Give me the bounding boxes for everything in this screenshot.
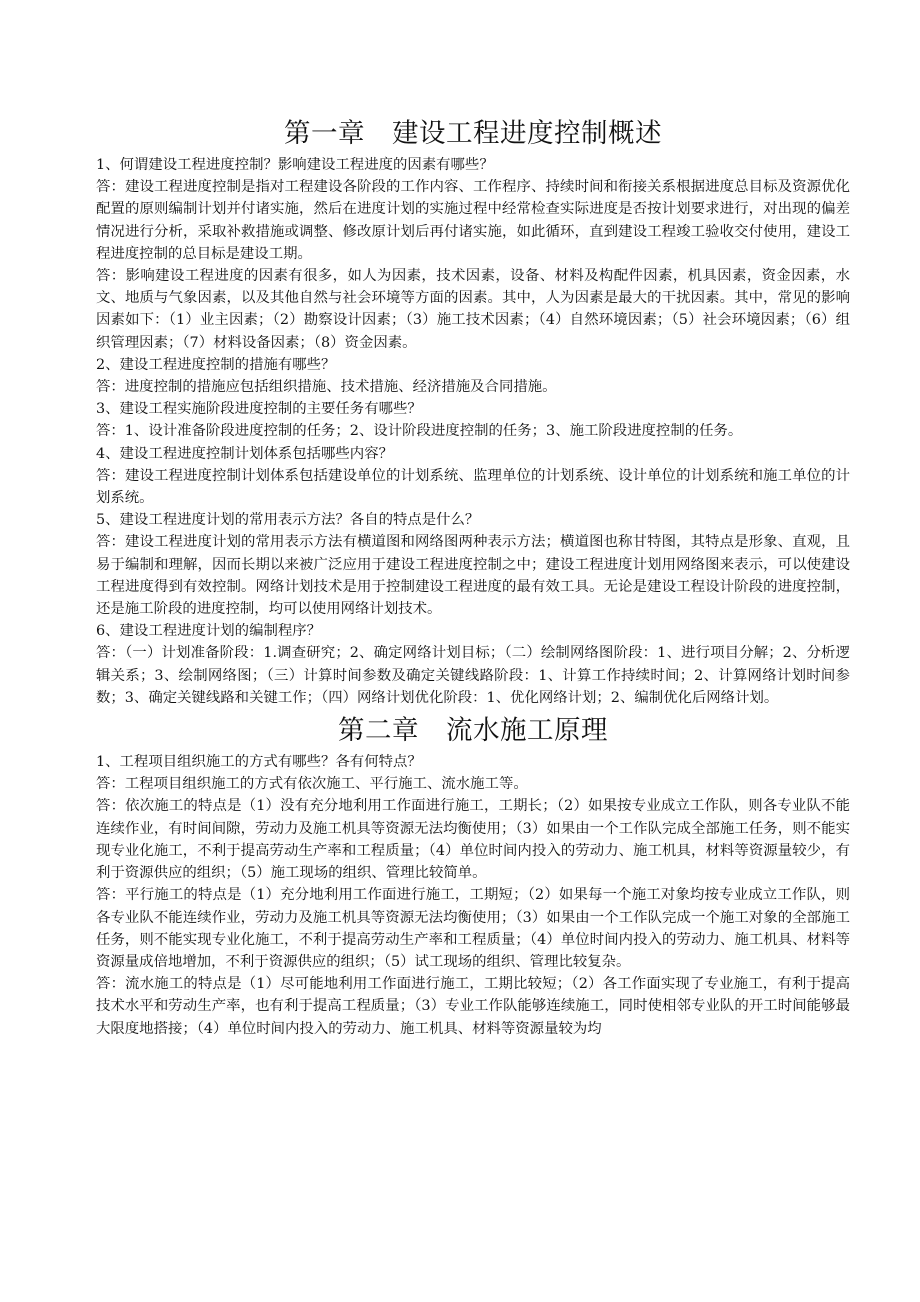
ch2-answer-sequential: 答：依次施工的特点是（1）没有充分地利用工作面进行施工，工期长；（2）如果按专业成立工作队，则各专业队不能连续作业，有时间间隙，劳动力及施工机具等资源无法均衡使用；（3）如果由一个工作队完成全部施工任务，则不能实现专业化施工，不利于提高劳动生产率和工程质量；（4）单位时间内投入的劳动力、施工机具，材料等资源量较少，有利于资源供应的组织；（5）施工现场的组织、管理比较简单。 [96, 798, 850, 882]
chapter-1-body [96, 154, 850, 709]
answer-5: 答：建设工程进度计划的常用表示方法有横道图和网络图两种表示方法；横道图也称甘特图，其特点是形象、直观，且易于编制和理解，因而长期以来被广泛应用于建设工程进度控制之中；建设工程进度计划用网络图来表示，可以使建设工程进度得到有效控制。网络计划技术是用于控制建设工程进度的最有效工具。无论是建设工程设计阶段的进度控制，还是施工阶段的进度控制，均可以使用网络计划技术。 [96, 534, 850, 618]
answer-4: 答：建设工程进度控制计划体系包括建设单位的计划系统、监理单位的计划系统、设计单位的计划系统和施工单位的计划系统。 [96, 467, 850, 507]
answer-1a: 答：建设工程进度控制是指对工程建设各阶段的工作内容、工作程序、持续时间和衔接关系根据进度总目标及资源优化配置的原则编制计划并付诸实施，然后在进度计划的实施过程中经常检查实际进度是否按计划要求进行，对出现的偏差情况进行分析，采取补救措施或调整、修改原计划后再付诸实施，如此循环，直到建设工程竣工验收交付使用，建设工程进度控制的总目标是建设工期。 [96, 179, 850, 262]
chapter-2-body [96, 751, 850, 1040]
ch2-answer-flow: 答：流水施工的特点是（1）尽可能地利用工作面进行施工，工期比较短；（2）各工作面实现了专业施工，有利于提高技术水平和劳动生产率，也有利于提高工程质量；（3）专业工作队能够连续施工，同时使相邻专业队的开工时间能够最大限度地搭接；（4）单位时间内投入的劳动力、施工机具、材料等资源量较为均 [96, 976, 850, 1037]
answer-2: 答：进度控制的措施应包括组织措施、技术措施、经济措施及合同措施。 [96, 379, 557, 396]
question-6: 6、建设工程进度计划的编制程序？ [96, 623, 322, 640]
answer-6: 答：（一）计划准备阶段：1.调查研究；2、确定网络计划目标；（二）绘制网络图阶段：1、进行项目分解；2、分析逻辑关系；3、绘制网络图；（三）计算时间参数及确定关键线路阶段：1、计算工作持续时间；2、计算网络计划时间参数；3、确定关键线路和关键工作；（四）网络计划优化阶段：1、优化网络计划；2、编制优化后网络计划。 [96, 645, 850, 706]
answer-1b: 答：影响建设工程进度的因素有很多，如人为因素，技术因素，设备、材料及构配件因素，机具因素，资金因素，水文、地质与气象因素，以及其他自然与社会环境等方面的因素。其中，人为因素是最大的干扰因素。其中，常见的影响因素如下：（1）业主因素；（2）勘察设计因素；（3）施工技术因素；（4）自然环境因素；（5）社会环境因素；（6）组织管理因素；（7）材料设备因素；（8）资金因素。 [96, 268, 850, 351]
question-1: 1、何谓建设工程进度控制？影响建设工程进度的因素有哪些？ [96, 157, 494, 173]
chapter-2-title: 第二章 流水施工原理 [338, 715, 608, 747]
question-2: 2、建设工程进度控制的措施有哪些？ [96, 356, 336, 373]
question-5: 5、建设工程进度计划的常用表示方法？各自的特点是什么？ [96, 512, 480, 529]
ch2-answer-1: 答：工程项目组织施工的方式有依次施工、平行施工、流水施工等。 [96, 776, 528, 793]
ch2-answer-parallel: 答：平行施工的特点是（1）充分地利用工作面进行施工，工期短；（2）如果每一个施工对象均按专业成立工作队，则各专业队不能连续作业，劳动力及施工机具等资源无法均衡使用；（3）如果由一个工作队完成一个施工对象的全部施工任务，则不能实现专业化施工，不利于提高劳动生产率和工程质量；（4）单位时间内投入的劳动力、施工机具、材料等资源量成倍地增加，不利于资源供应的组织；（5）试工现场的组织、管理比较复杂。 [96, 887, 850, 970]
chapter-1-title: 第一章 建设工程进度控制概述 [284, 118, 662, 149]
answer-3: 答：1、设计准备阶段进度控制的任务；2、设计阶段进度控制的任务；3、施工阶段进度控制的任务。 [96, 423, 743, 440]
ch2-question-1: 1、工程项目组织施工的方式有哪些？各有何特点？ [96, 754, 422, 771]
question-4: 4、建设工程进度控制计划体系包括哪些内容？ [96, 445, 393, 462]
question-3: 3、建设工程实施阶段进度控制的主要任务有哪些？ [96, 401, 422, 418]
